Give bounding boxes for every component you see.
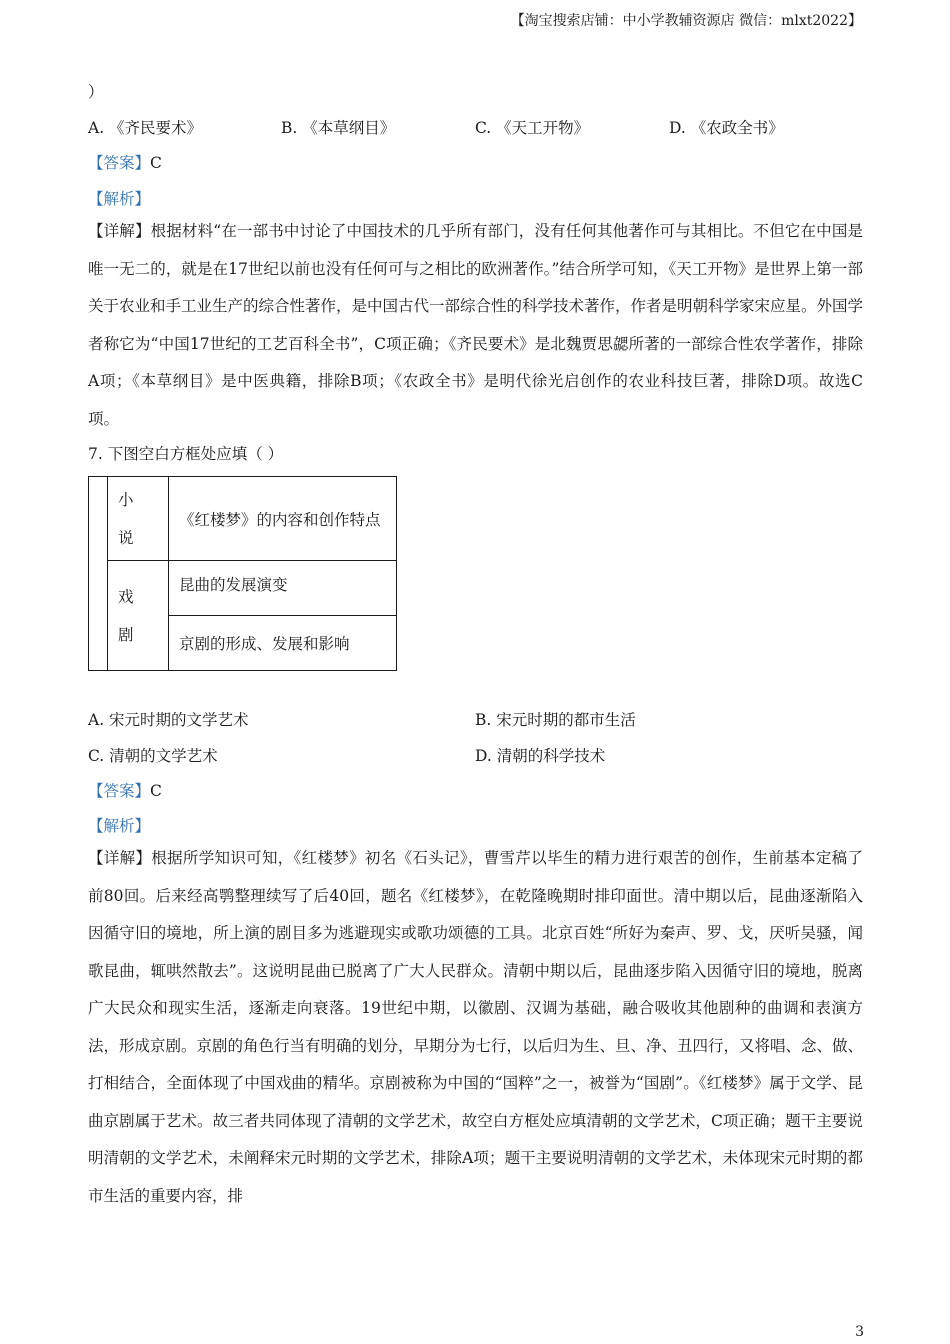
detail-label: 【详解】 (88, 222, 151, 240)
q7-diagram-table (88, 476, 397, 671)
q6-detail (88, 213, 863, 438)
q6-option-a: A. 《齐民要术》 (88, 119, 203, 137)
page-number: 3 (855, 1324, 864, 1340)
q7-option-b: B. 宋元时期的都市生活 (475, 711, 636, 729)
q6-answer (88, 151, 162, 173)
q6-analysis-label: 【解析】 (88, 190, 151, 208)
drama-row-kunqu: 昆曲的发展演变 (169, 561, 397, 616)
q7-answer (88, 779, 162, 801)
drama-row-jingju: 京剧的形成、发展和影响 (169, 616, 397, 671)
q7-option-a: A. 宋元时期的文学艺术 (88, 711, 249, 729)
answer-value: C (150, 782, 162, 800)
q7-option-c: C. 清朝的文学艺术 (88, 747, 218, 765)
page-header: 【淘宝搜索店铺：中小学教辅资源店 微信：mlxt2022】 (510, 13, 862, 29)
answer-label: 【答案】 (88, 154, 151, 172)
q6-stem-tail: ） (88, 83, 104, 101)
drama-label (108, 561, 169, 671)
blank-box (89, 477, 108, 671)
q7-detail (88, 840, 863, 1215)
detail-label: 【详解】 (88, 849, 152, 867)
q7-analysis-label: 【解析】 (88, 817, 151, 835)
q7-option-d: D. 清朝的科学技术 (475, 747, 606, 765)
q6-option-c: C. 《天工开物》 (475, 119, 590, 137)
novel-label-char-1: 小 (118, 490, 134, 509)
q6-option-b: B. 《本草纲目》 (281, 119, 396, 137)
novel-content: 《红楼梦》的内容和创作特点 (169, 477, 397, 561)
q6-option-d: D. 《农政全书》 (669, 119, 784, 137)
drama-label-char-1: 戏 (118, 587, 134, 606)
q7-stem: 7. 下图空白方框处应填（ ） (88, 445, 284, 463)
answer-value: C (150, 154, 162, 172)
answer-label: 【答案】 (88, 782, 151, 800)
novel-label-char-2: 说 (118, 528, 134, 547)
detail-text: 根据材料“在一部书中讨论了中国技术的几乎所有部门，没有任何其他著作可与其相比。不但它在中国是唯一无二的，就是在17世纪以前也没有任何可与之相比的欧洲著作。”结合所学可知，《天工开物》是世界上第一部关于农业和手工业生产的综合性著作，是中国古代一部综合性的科学技术著作，作者是明朝科学家宋应星。外国学者称它为“中国17世纪的工艺百科全书”，C项正确；《齐民要术》是北魏贾思勰所著的一部综合性农学著作，排除A项；《本草纲目》是中医典籍，排除B项；《农政全书》是明代徐光启创作的农业科技巨著，排除D项。故选C项。 (88, 222, 864, 428)
drama-label-char-2: 剧 (118, 625, 134, 644)
novel-label (108, 477, 169, 561)
detail-text: 根据所学知识可知，《红楼梦》初名《石头记》，曹雪芹以毕生的精力进行艰苦的创作，生前基本定稿了前80回。后来经高鹗整理续写了后40回，题名《红楼梦》，在乾隆晚期时排印面世。清中期以后，昆曲逐渐陷入因循守旧的境地，所上演的剧目多为逃避现实或歌功颂德的工具。北京百姓“所好为秦声、罗、戈，厌听吴骚，闻歌昆曲，辄哄然散去”。这说明昆曲已脱离了广大人民群众。清朝中期以后，昆曲逐步陷入因循守旧的境地，脱离广大民众和现实生活，逐渐走向衰落。19世纪中期，以徽剧、汉调为基础，融合吸收其他剧种的曲调和表演方法，形成京剧。京剧的角色行当有明确的划分，早期分为七行，以后归为生、旦、净、丑四行，又将唱、念、做、打相结合，全面体现了中国戏曲的精华。京剧被称为中国的“国粹”之一，被誉为“国剧”。《红楼梦》属于文学、昆曲京剧属于艺术。故三者共同体现了清朝的文学艺术，故空白方框处应填清朝的文学艺术，C项正确；题干主要说明清朝的文学艺术，未阐释宋元时期的文学艺术，排除A项；题干主要说明清朝的文学艺术，未体现宋元时期的都市生活的重要内容，排 (88, 849, 864, 1205)
